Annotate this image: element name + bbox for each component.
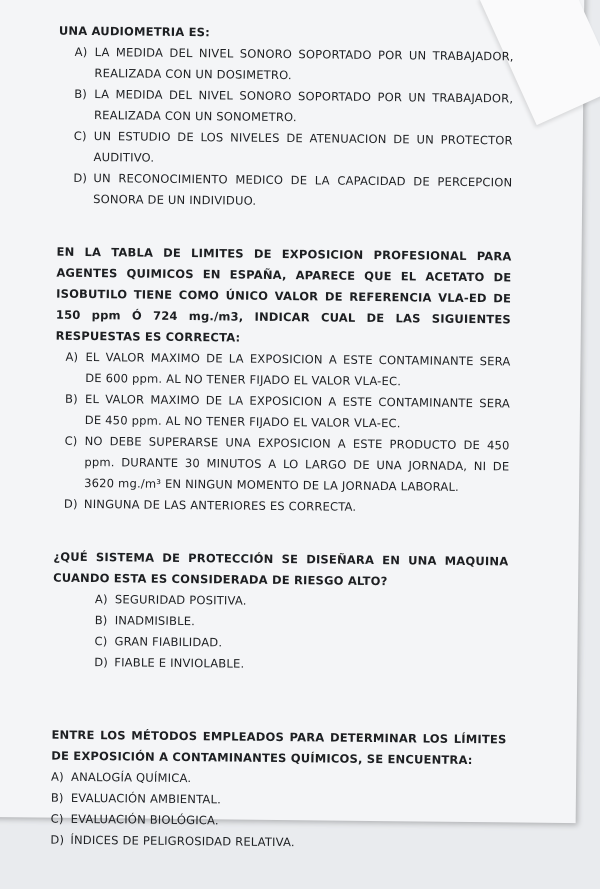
option-a (74, 42, 513, 89)
option-text: INADMISIBLE. (114, 613, 196, 629)
option-letter: B) (50, 790, 64, 805)
option-letter: C) (50, 811, 64, 826)
question-stem: EN LA TABLA DE LIMITES DE EXPOSICION PROFESIONAL PARA AGENTES QUIMICOS EN ESPAÑA, APARECE QUE EL ACETATO DE ISOBUTILO TIENE COMO ÚNICO VALOR DE REFERENCIA VLA-ED DE 150 ppm Ó 724 mg./m3, INDICAR CUAL DE LAS SIGUIENTES RESPUESTAS ES CORRECTA: (55, 244, 512, 345)
option-letter: B) (64, 391, 78, 406)
option-d (73, 168, 512, 215)
option-text: EVALUACIÓN AMBIENTAL. (70, 790, 222, 807)
question-stem: ¿QUÉ SISTEMA DE PROTECCIÓN SE DISEÑARA EN UNA MAQUINA CUANDO ESTA ES CONSIDERADA DE RIESGO ALTO? (53, 549, 509, 589)
option-letter: D) (63, 496, 78, 511)
question-sistema-proteccion (52, 547, 508, 678)
option-letter: A) (94, 592, 108, 607)
option-b (74, 84, 513, 131)
option-letter: D) (50, 832, 65, 847)
option-text: UN RECONOCIMIENTO MEDICO DE LA CAPACIDAD DE PERCEPCION SONORA DE UN INDIVIDUO. (93, 171, 513, 208)
option-letter: C) (94, 634, 108, 649)
option-text: LA MEDIDA DEL NIVEL SONORO SOPORTADO POR UN TRABAJADOR, REALIZADA CON UN DOSIMETRO. (94, 45, 514, 83)
option-text: EVALUACIÓN BIOLÓGICA. (70, 811, 219, 828)
question-stem: ENTRE LOS MÉTODOS EMPLEADOS PARA DETERMINAR LOS LÍMITES DE EXPOSICIÓN A CONTAMINANTES QUÍMICOS, SE ENCUENTRA: (51, 727, 507, 768)
option-letter: D) (94, 655, 109, 670)
option-list (50, 767, 506, 856)
option-text: NINGUNA DE LAS ANTERIORES ES CORRECTA. (83, 496, 357, 514)
option-d (94, 652, 507, 677)
option-text: SEGURIDAD POSITIVA. (114, 592, 247, 608)
question-audiometria (57, 21, 514, 215)
option-list (73, 42, 514, 215)
option-d (64, 494, 509, 520)
option-text: EL VALOR MAXIMO DE LA EXPOSICION A ESTE CONTAMINANTE SERA DE 450 ppm. AL NO TENER FIJADO EL VALOR VLA-EC. (84, 391, 511, 431)
question-stem: UNA AUDIOMETRIA ES: (58, 23, 211, 40)
option-b (65, 389, 510, 436)
option-a (65, 347, 510, 394)
option-letter: C) (73, 128, 87, 143)
option-text: NO DEBE SUPERARSE UNA EXPOSICION A ESTE PRODUCTO DE 450 ppm. DURANTE 30 MINUTOS A LO LARGO DE UNA JORNADA, NI DE 3620 mg./m³ EN NINGUN MOMENTO DE LA JORNADA LABORAL. (84, 433, 510, 494)
question-limites-exposicion (50, 725, 506, 856)
option-c (64, 431, 510, 499)
option-text: LA MEDIDA DEL NIVEL SONORO SOPORTADO POR UN TRABAJADOR, REALIZADA CON UN SONOMETRO. (93, 87, 514, 125)
option-letter: B) (74, 86, 88, 101)
option-text: GRAN FIABILIDAD. (114, 634, 223, 650)
option-d (50, 830, 505, 856)
exam-content (50, 21, 514, 888)
option-letter: C) (64, 433, 78, 448)
option-text: ÍNDICES DE PELIGROSIDAD RELATIVA. (70, 832, 295, 850)
option-letter: D) (73, 170, 88, 185)
option-text: EL VALOR MAXIMO DE LA EXPOSICION A ESTE CONTAMINANTE SERA DE 600 ppm. AL NO TENER FIJADO EL VALOR VLA-EC. (85, 349, 511, 389)
option-c (73, 126, 512, 173)
option-letter: A) (74, 44, 88, 59)
option-letter: A) (65, 349, 79, 364)
question-acetato-isobutilo (54, 242, 512, 520)
option-text: UN ESTUDIO DE LOS NIVELES DE ATENUACION DE UN PROTECTOR AUDITIVO. (93, 129, 513, 165)
option-letter: A) (51, 769, 64, 784)
option-text: ANALOGÍA QUÍMICA. (71, 769, 192, 786)
option-text: FIABLE E INVIOLABLE. (114, 655, 245, 671)
option-list (94, 589, 508, 677)
option-letter: B) (94, 613, 108, 628)
option-list (64, 347, 511, 520)
